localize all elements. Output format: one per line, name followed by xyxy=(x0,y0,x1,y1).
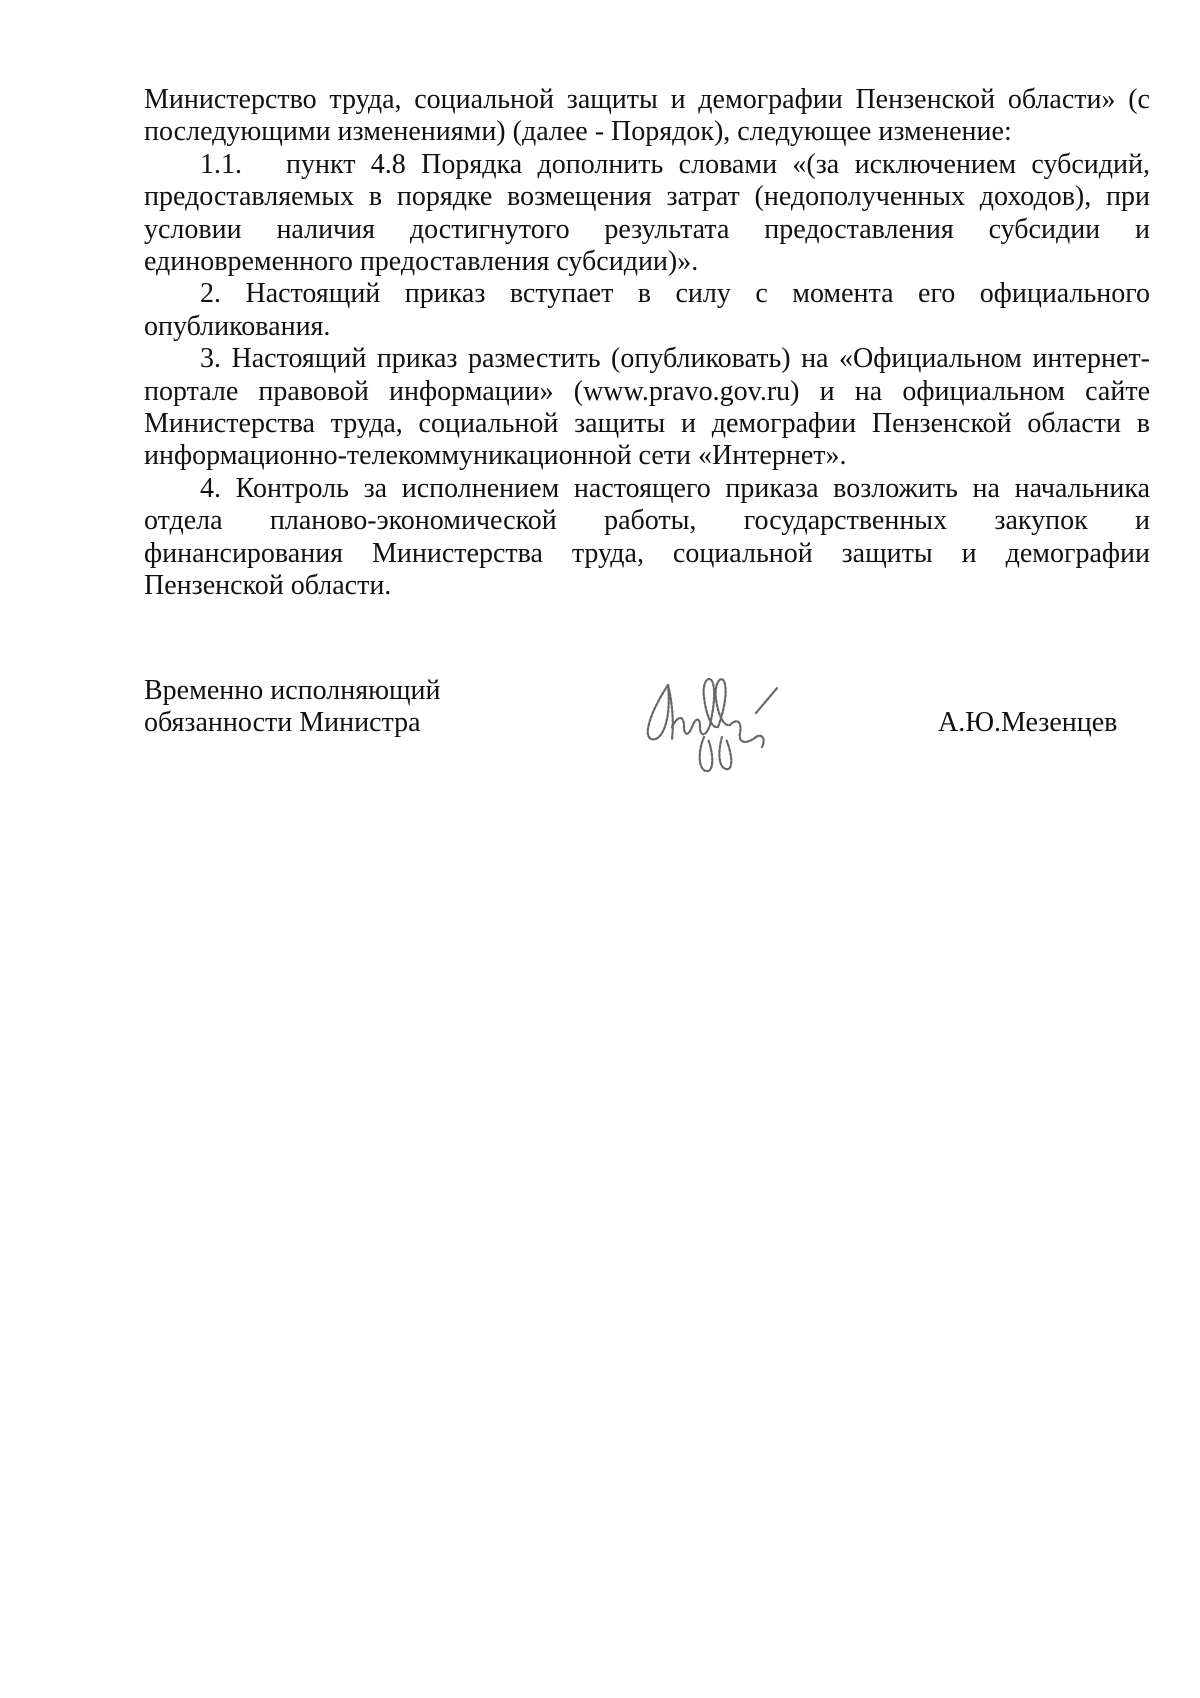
item-number: 1.1. xyxy=(200,148,242,180)
item-text: пункт 4.8 Порядка дополнить словами «(за исключением субсидий, предоставляемых в порядке возмещения затрат (недополученных доходов), при условии наличия достигнутого результата предоставления субсидии и единовременного предоставления субсидии)». xyxy=(144,148,1150,278)
signer-name: А.Ю.Мезенцев xyxy=(938,707,1118,738)
paragraph-item-4: 4. Контроль за исполнением настоящего приказа возложить на начальника отдела планово-экономической работы, государственных закупок и финансирования Министерства труда, социальной защиты и демографии Пензенской области. xyxy=(144,472,1150,602)
signature-block xyxy=(144,675,1150,795)
signer-position-line-2: обязанности Министра xyxy=(144,707,421,739)
signer-position xyxy=(144,675,441,740)
document-body xyxy=(144,84,1150,603)
handwritten-signature xyxy=(638,667,798,779)
paragraph-item-2: 2. Настоящий приказ вступает в силу с момента его официального опубликования. xyxy=(144,278,1150,342)
paragraph-intro-continuation: Министерство труда, социальной защиты и демографии Пензенской области» (с последующими изменениями) (далее - Порядок), следующее изменение: xyxy=(144,84,1150,148)
signer-position-line-1: Временно исполняющий xyxy=(144,675,441,706)
paragraph-item-1-1 xyxy=(144,149,1150,279)
paragraph-item-3: 3. Настоящий приказ разместить (опубликовать) на «Официальном интернет-портале правовой информации» (www.pravo.gov.ru) и на официальном сайте Министерства труда, социальной защиты и демографии Пензенской области в информационно-телекоммуникационной сети «Интернет». xyxy=(144,343,1150,472)
